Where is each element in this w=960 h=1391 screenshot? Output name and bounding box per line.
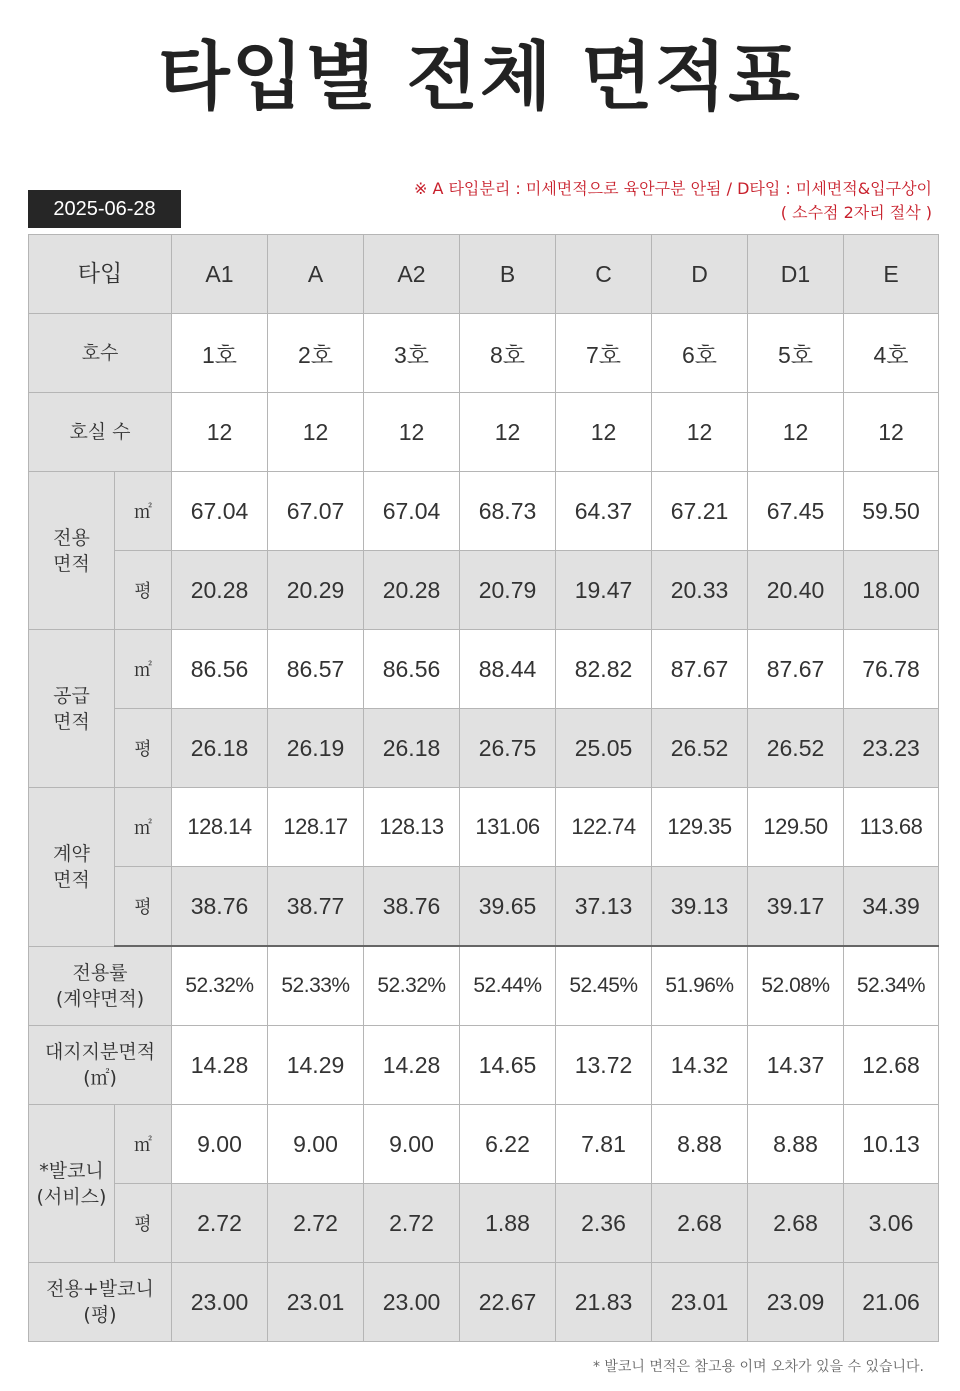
supply-py-cell: 25.05 bbox=[556, 709, 652, 788]
area-table bbox=[28, 234, 939, 1342]
ratio-cell: 52.45% bbox=[556, 946, 652, 1026]
row-label-balcony bbox=[29, 1105, 115, 1263]
unit-count-cell: 12 bbox=[364, 393, 460, 472]
supply-sqm-cell: 86.56 bbox=[172, 630, 268, 709]
balcony-sqm-cell: 7.81 bbox=[556, 1105, 652, 1184]
unit-count-cell: 12 bbox=[748, 393, 844, 472]
unit-sqm-label: ㎡ bbox=[115, 472, 172, 551]
balcony-sqm-cell: 9.00 bbox=[268, 1105, 364, 1184]
notice bbox=[414, 177, 932, 225]
label-line: 전용+발코니 bbox=[46, 1278, 154, 1300]
exclusive-sqm-cell: 67.04 bbox=[172, 472, 268, 551]
exclusive-sqm-cell: 59.50 bbox=[844, 472, 939, 551]
land-share-cell: 14.65 bbox=[460, 1026, 556, 1105]
row-unit-no bbox=[29, 314, 939, 393]
notice-line-2: ( 소수점 2자리 절삭 ) bbox=[780, 203, 932, 222]
balcony-py-cell: 2.72 bbox=[268, 1184, 364, 1263]
label-line: (계약면적) bbox=[55, 988, 145, 1010]
type-cell: D bbox=[652, 235, 748, 314]
land-share-cell: 13.72 bbox=[556, 1026, 652, 1105]
balcony-py-cell: 2.36 bbox=[556, 1184, 652, 1263]
type-cell: A2 bbox=[364, 235, 460, 314]
contract-py-cell: 38.76 bbox=[364, 867, 460, 947]
ratio-cell: 52.34% bbox=[844, 946, 939, 1026]
balcony-py-cell: 1.88 bbox=[460, 1184, 556, 1263]
supply-sqm-cell: 82.82 bbox=[556, 630, 652, 709]
row-label-unit-count: 호실 수 bbox=[29, 393, 172, 472]
row-contract-sqm bbox=[29, 788, 939, 867]
supply-sqm-cell: 76.78 bbox=[844, 630, 939, 709]
exclusive-sqm-cell: 64.37 bbox=[556, 472, 652, 551]
unit-count-cell: 12 bbox=[172, 393, 268, 472]
unit-count-cell: 12 bbox=[844, 393, 939, 472]
exclusive-sqm-cell: 67.45 bbox=[748, 472, 844, 551]
contract-py-cell: 38.77 bbox=[268, 867, 364, 947]
unit-sqm-label: ㎡ bbox=[115, 1105, 172, 1184]
date-badge: 2025-06-28 bbox=[28, 190, 181, 228]
contract-sqm-cell: 129.35 bbox=[652, 788, 748, 867]
supply-sqm-cell: 87.67 bbox=[748, 630, 844, 709]
excl-balcony-cell: 23.00 bbox=[364, 1263, 460, 1342]
contract-sqm-cell: 128.13 bbox=[364, 788, 460, 867]
unit-pyeong-label: 평 bbox=[115, 867, 172, 947]
contract-sqm-cell: 128.17 bbox=[268, 788, 364, 867]
unit-no-cell: 3호 bbox=[364, 314, 460, 393]
excl-balcony-cell: 23.01 bbox=[268, 1263, 364, 1342]
contract-py-cell: 34.39 bbox=[844, 867, 939, 947]
exclusive-sqm-cell: 67.07 bbox=[268, 472, 364, 551]
balcony-py-cell: 2.68 bbox=[652, 1184, 748, 1263]
exclusive-py-cell: 18.00 bbox=[844, 551, 939, 630]
contract-sqm-cell: 131.06 bbox=[460, 788, 556, 867]
balcony-sqm-cell: 10.13 bbox=[844, 1105, 939, 1184]
row-type bbox=[29, 235, 939, 314]
row-exclusive-py bbox=[29, 551, 939, 630]
row-label-supply bbox=[29, 630, 115, 788]
notice-line-1: ※ A 타입분리 : 미세면적으로 육안구분 안됨 / D타입 : 미세면적&입구상이 bbox=[413, 179, 932, 198]
ratio-cell: 52.32% bbox=[172, 946, 268, 1026]
row-label-ratio bbox=[29, 946, 172, 1026]
unit-count-cell: 12 bbox=[652, 393, 748, 472]
unit-pyeong-label: 평 bbox=[115, 1184, 172, 1263]
contract-py-cell: 39.13 bbox=[652, 867, 748, 947]
row-balcony-py bbox=[29, 1184, 939, 1263]
balcony-sqm-cell: 8.88 bbox=[652, 1105, 748, 1184]
contract-sqm-cell: 128.14 bbox=[172, 788, 268, 867]
exclusive-py-cell: 19.47 bbox=[556, 551, 652, 630]
supply-sqm-cell: 86.56 bbox=[364, 630, 460, 709]
exclusive-sqm-cell: 67.04 bbox=[364, 472, 460, 551]
row-supply-py bbox=[29, 709, 939, 788]
land-share-cell: 14.28 bbox=[364, 1026, 460, 1105]
contract-sqm-cell: 129.50 bbox=[748, 788, 844, 867]
supply-py-cell: 26.52 bbox=[748, 709, 844, 788]
excl-balcony-cell: 21.83 bbox=[556, 1263, 652, 1342]
unit-count-cell: 12 bbox=[556, 393, 652, 472]
unit-no-cell: 5호 bbox=[748, 314, 844, 393]
exclusive-py-cell: 20.79 bbox=[460, 551, 556, 630]
type-cell: A bbox=[268, 235, 364, 314]
row-label-exclusive bbox=[29, 472, 115, 630]
exclusive-py-cell: 20.29 bbox=[268, 551, 364, 630]
balcony-py-cell: 3.06 bbox=[844, 1184, 939, 1263]
supply-sqm-cell: 86.57 bbox=[268, 630, 364, 709]
row-land-share bbox=[29, 1026, 939, 1105]
excl-balcony-cell: 23.01 bbox=[652, 1263, 748, 1342]
contract-py-cell: 38.76 bbox=[172, 867, 268, 947]
exclusive-py-cell: 20.28 bbox=[172, 551, 268, 630]
row-balcony-sqm bbox=[29, 1105, 939, 1184]
row-label-exclusive-plus-balcony bbox=[29, 1263, 172, 1342]
exclusive-sqm-cell: 67.21 bbox=[652, 472, 748, 551]
row-unit-count bbox=[29, 393, 939, 472]
balcony-sqm-cell: 9.00 bbox=[172, 1105, 268, 1184]
supply-py-cell: 23.23 bbox=[844, 709, 939, 788]
ratio-cell: 52.08% bbox=[748, 946, 844, 1026]
ratio-cell: 52.33% bbox=[268, 946, 364, 1026]
balcony-py-cell: 2.72 bbox=[172, 1184, 268, 1263]
land-share-cell: 14.29 bbox=[268, 1026, 364, 1105]
ratio-cell: 52.44% bbox=[460, 946, 556, 1026]
exclusive-py-cell: 20.28 bbox=[364, 551, 460, 630]
excl-balcony-cell: 23.09 bbox=[748, 1263, 844, 1342]
row-label-land-share bbox=[29, 1026, 172, 1105]
land-share-cell: 14.28 bbox=[172, 1026, 268, 1105]
unit-no-cell: 6호 bbox=[652, 314, 748, 393]
unit-sqm-label: ㎡ bbox=[115, 788, 172, 867]
label-line: (서비스) bbox=[36, 1185, 107, 1208]
label-line: 전용률 bbox=[72, 962, 128, 984]
balcony-sqm-cell: 6.22 bbox=[460, 1105, 556, 1184]
supply-sqm-cell: 88.44 bbox=[460, 630, 556, 709]
page-title: 타입별 전체 면적표 bbox=[158, 34, 802, 120]
label-line: 계약 bbox=[53, 842, 90, 865]
ratio-cell: 51.96% bbox=[652, 946, 748, 1026]
type-cell: A1 bbox=[172, 235, 268, 314]
balcony-sqm-cell: 9.00 bbox=[364, 1105, 460, 1184]
supply-sqm-cell: 87.67 bbox=[652, 630, 748, 709]
contract-py-cell: 39.17 bbox=[748, 867, 844, 947]
supply-py-cell: 26.19 bbox=[268, 709, 364, 788]
supply-py-cell: 26.18 bbox=[364, 709, 460, 788]
unit-no-cell: 7호 bbox=[556, 314, 652, 393]
unit-no-cell: 1호 bbox=[172, 314, 268, 393]
contract-sqm-cell: 113.68 bbox=[844, 788, 939, 867]
land-share-cell: 14.37 bbox=[748, 1026, 844, 1105]
label-line: 면적 bbox=[53, 710, 90, 733]
row-contract-py bbox=[29, 867, 939, 947]
row-exclusive-ratio bbox=[29, 946, 939, 1026]
label-line: (평) bbox=[83, 1304, 117, 1326]
supply-py-cell: 26.18 bbox=[172, 709, 268, 788]
type-cell: E bbox=[844, 235, 939, 314]
unit-no-cell: 8호 bbox=[460, 314, 556, 393]
label-line: 면적 bbox=[53, 868, 90, 891]
balcony-py-cell: 2.68 bbox=[748, 1184, 844, 1263]
excl-balcony-cell: 21.06 bbox=[844, 1263, 939, 1342]
exclusive-py-cell: 20.33 bbox=[652, 551, 748, 630]
footnote: * 발코니 면적은 참고용 이며 오차가 있을 수 있습니다. bbox=[592, 1359, 924, 1375]
label-line: (㎡) bbox=[83, 1067, 117, 1089]
row-label-type: 타입 bbox=[29, 235, 172, 314]
label-line: 면적 bbox=[53, 552, 90, 575]
row-supply-sqm bbox=[29, 630, 939, 709]
exclusive-py-cell: 20.40 bbox=[748, 551, 844, 630]
unit-no-cell: 4호 bbox=[844, 314, 939, 393]
row-label-unit-no: 호수 bbox=[29, 314, 172, 393]
unit-count-cell: 12 bbox=[268, 393, 364, 472]
ratio-cell: 52.32% bbox=[364, 946, 460, 1026]
contract-py-cell: 39.65 bbox=[460, 867, 556, 947]
balcony-py-cell: 2.72 bbox=[364, 1184, 460, 1263]
supply-py-cell: 26.52 bbox=[652, 709, 748, 788]
type-cell: B bbox=[460, 235, 556, 314]
excl-balcony-cell: 22.67 bbox=[460, 1263, 556, 1342]
exclusive-sqm-cell: 68.73 bbox=[460, 472, 556, 551]
row-exclusive-plus-balcony bbox=[29, 1263, 939, 1342]
excl-balcony-cell: 23.00 bbox=[172, 1263, 268, 1342]
unit-no-cell: 2호 bbox=[268, 314, 364, 393]
row-exclusive-sqm bbox=[29, 472, 939, 551]
row-label-contract bbox=[29, 788, 115, 947]
contract-py-cell: 37.13 bbox=[556, 867, 652, 947]
unit-pyeong-label: 평 bbox=[115, 709, 172, 788]
unit-count-cell: 12 bbox=[460, 393, 556, 472]
label-line: 전용 bbox=[53, 526, 90, 549]
unit-sqm-label: ㎡ bbox=[115, 630, 172, 709]
land-share-cell: 12.68 bbox=[844, 1026, 939, 1105]
label-line: *발코니 bbox=[39, 1159, 104, 1182]
type-cell: C bbox=[556, 235, 652, 314]
land-share-cell: 14.32 bbox=[652, 1026, 748, 1105]
label-line: 공급 bbox=[53, 684, 90, 707]
balcony-sqm-cell: 8.88 bbox=[748, 1105, 844, 1184]
contract-sqm-cell: 122.74 bbox=[556, 788, 652, 867]
label-line: 대지지분면적 bbox=[44, 1041, 156, 1063]
unit-pyeong-label: 평 bbox=[115, 551, 172, 630]
type-cell: D1 bbox=[748, 235, 844, 314]
supply-py-cell: 26.75 bbox=[460, 709, 556, 788]
